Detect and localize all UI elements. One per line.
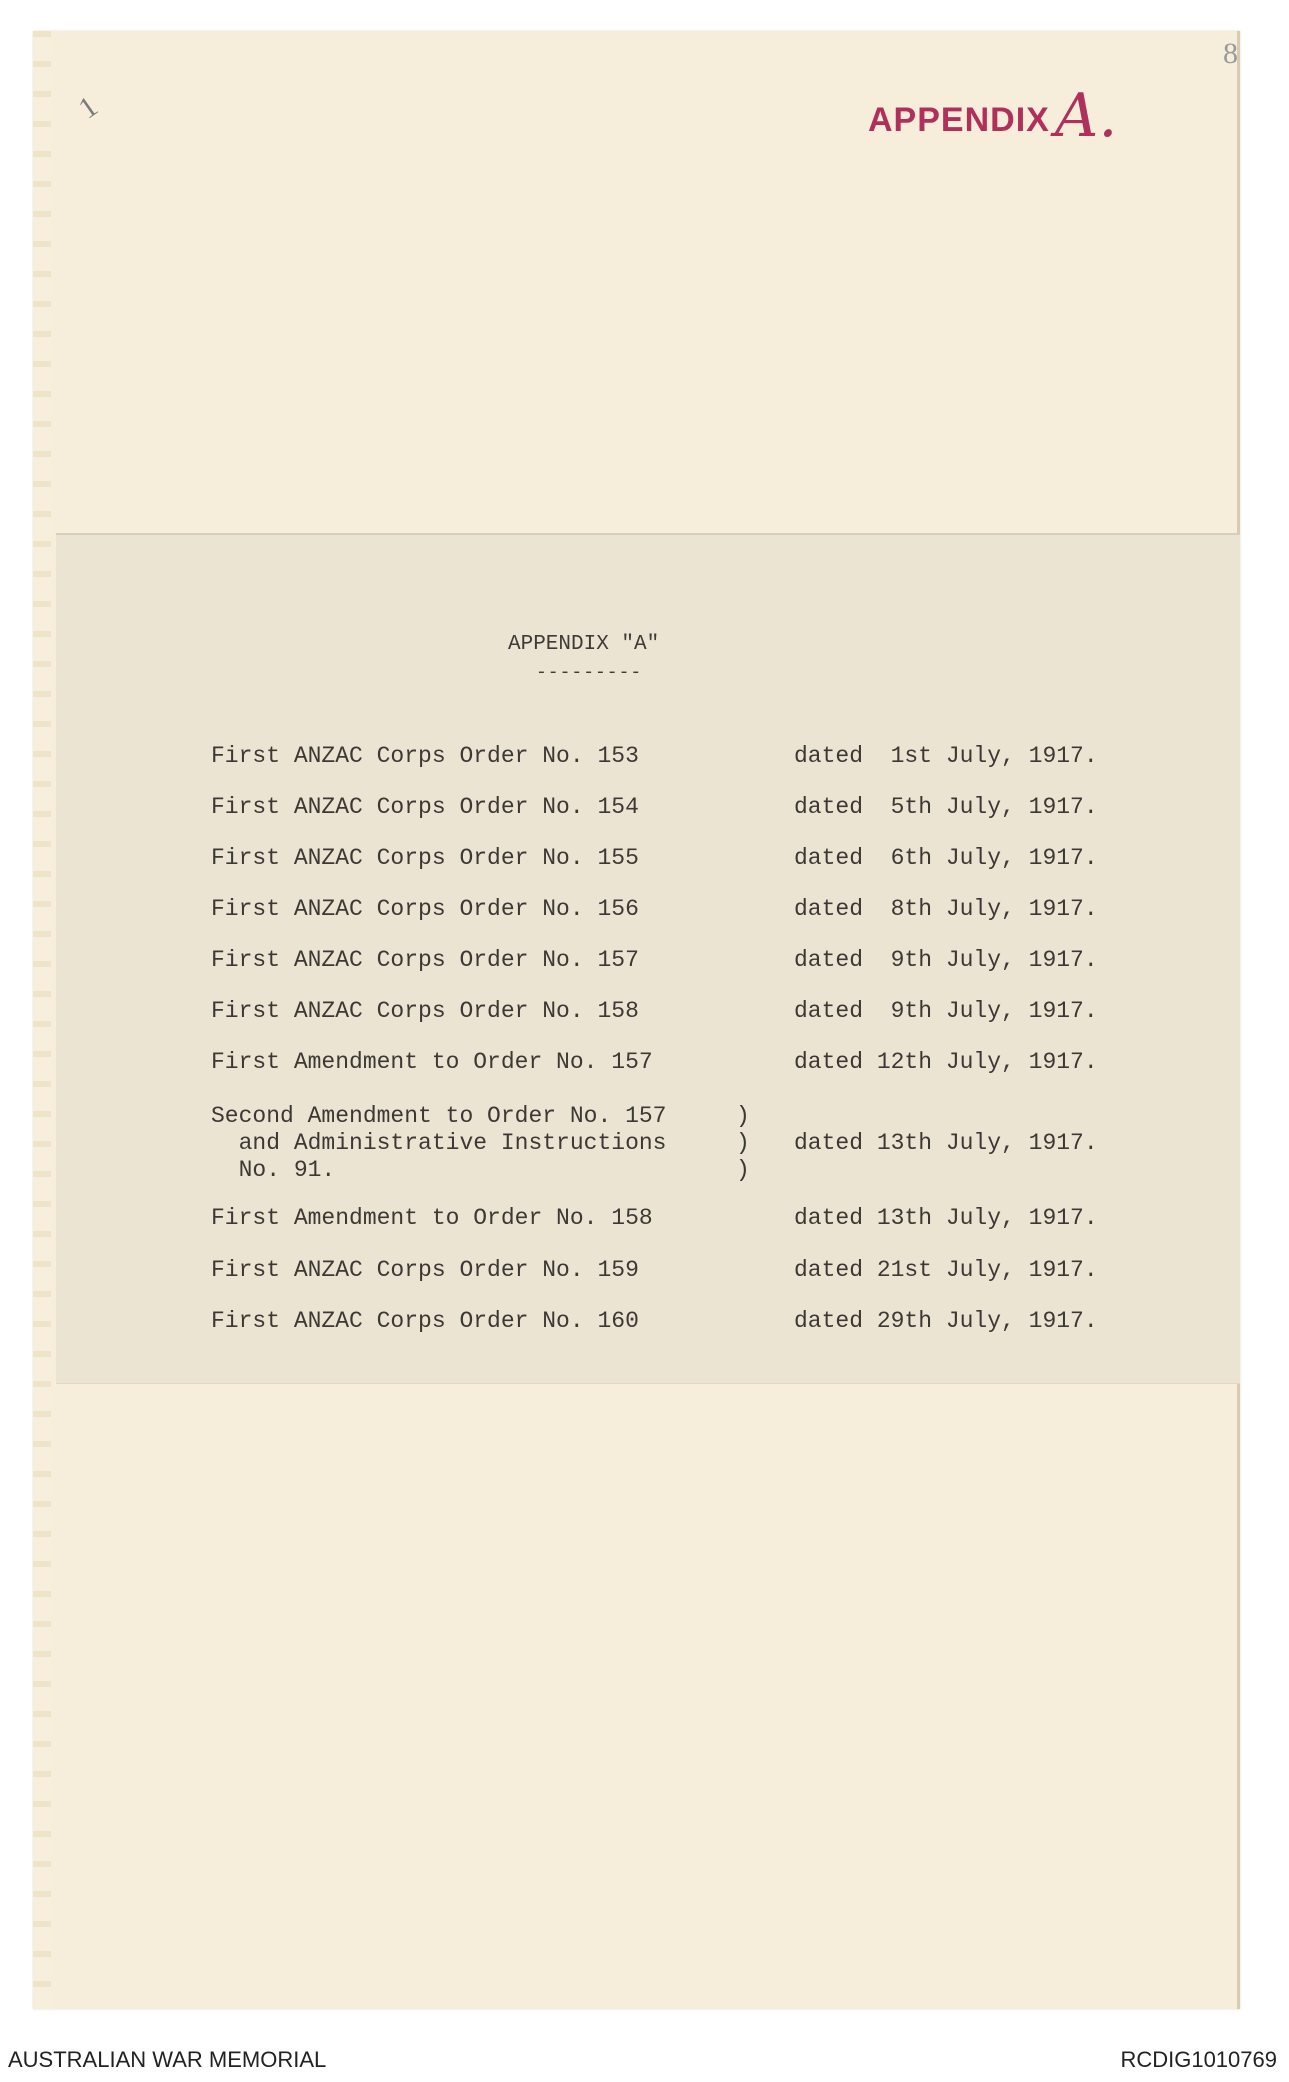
order-title: First ANZAC Corps Order No. 153 (211, 743, 639, 769)
order-title: First ANZAC Corps Order No. 155 (211, 845, 639, 871)
bracket-marks: ) ) ) (736, 1103, 750, 1183)
order-date: dated 13th July, 1917. (794, 1205, 1098, 1231)
order-title: First ANZAC Corps Order No. 154 (211, 794, 639, 820)
order-title: First ANZAC Corps Order No. 160 (211, 1308, 639, 1334)
pencil-mark: 1 (72, 89, 104, 126)
document-page (33, 31, 1240, 2009)
order-date: dated 8th July, 1917. (794, 896, 1098, 922)
perforated-edge (33, 31, 51, 2009)
archive-credit: AUSTRALIAN WAR MEMORIAL (8, 2047, 327, 2072)
order-title: First ANZAC Corps Order No. 158 (211, 998, 639, 1024)
slip-title-underline: --------- (536, 663, 643, 683)
order-title: First Amendment to Order No. 158 (211, 1205, 653, 1231)
order-date: dated 9th July, 1917. (794, 998, 1098, 1024)
archive-reference: RCDIG1010769 (1120, 2047, 1277, 2072)
order-date: dated 9th July, 1917. (794, 947, 1098, 973)
attached-slip (56, 533, 1240, 1384)
order-title: First ANZAC Corps Order No. 159 (211, 1257, 639, 1283)
slip-title: APPENDIX "A" (508, 633, 660, 656)
order-date: dated 1st July, 1917. (794, 743, 1098, 769)
order-date: dated 5th July, 1917. (794, 794, 1098, 820)
order-date: dated 21st July, 1917. (794, 1257, 1098, 1283)
order-title: First ANZAC Corps Order No. 157 (211, 947, 639, 973)
order-title: First ANZAC Corps Order No. 156 (211, 896, 639, 922)
order-date: dated 29th July, 1917. (794, 1308, 1098, 1334)
appendix-stamp: APPENDIX (868, 101, 1050, 139)
appendix-stamp-letter: A. (1055, 81, 1118, 151)
order-date: dated 13th July, 1917. (794, 1130, 1098, 1156)
order-date: dated 12th July, 1917. (794, 1049, 1098, 1075)
order-date: dated 6th July, 1917. (794, 845, 1098, 871)
order-title: First Amendment to Order No. 157 (211, 1049, 653, 1075)
order-title: Second Amendment to Order No. 157 and Administrative Instructions No. 91. (211, 1103, 667, 1183)
folio-number: 8 (1223, 37, 1238, 70)
